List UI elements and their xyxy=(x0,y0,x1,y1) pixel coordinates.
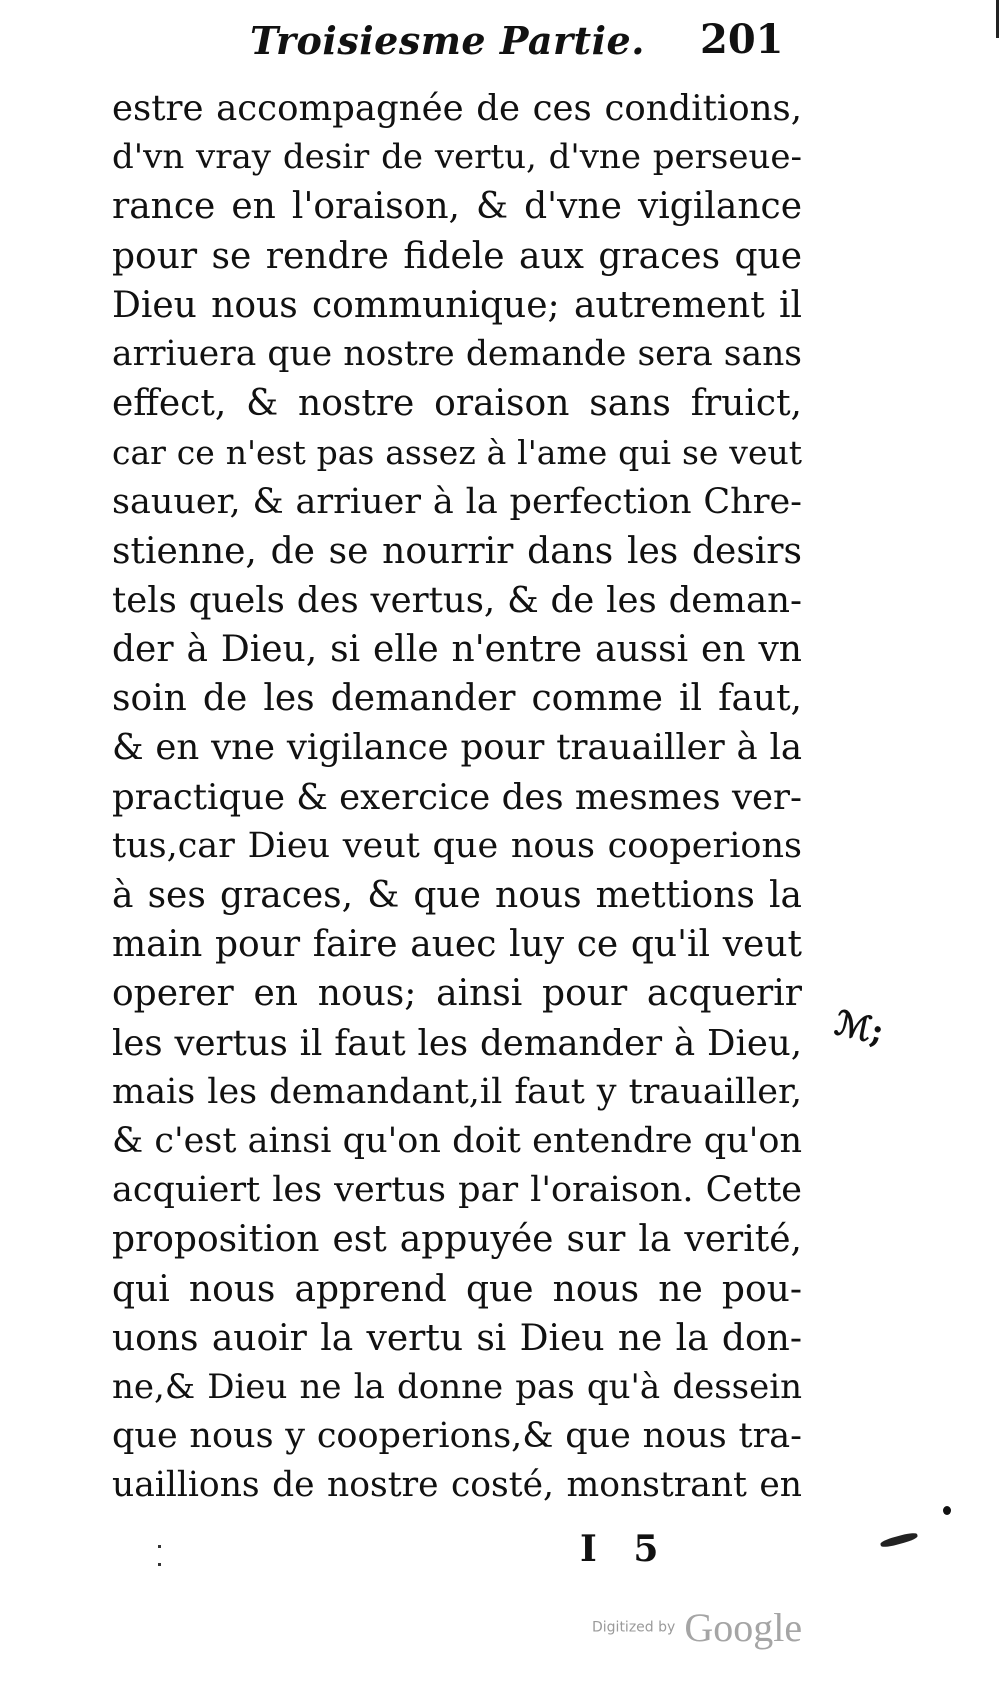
body-text xyxy=(112,84,802,1510)
text-line: stienne, de se nourrir dans les desirs xyxy=(112,530,802,572)
text-line: operer en nous; ainsi pour acquerir xyxy=(112,973,802,1015)
running-title: Troisiesme Partie. xyxy=(250,18,645,63)
watermark-prefix: Digitized by xyxy=(592,1619,676,1636)
text-line: les vertus il faut les demander à Dieu, xyxy=(112,1022,802,1064)
text-line: tels quels des vertus, & de les deman- xyxy=(112,579,802,621)
watermark-brand: Google xyxy=(684,1605,803,1650)
text-line: car ce n'est pas assez à l'ame qui se veut xyxy=(112,433,802,473)
text-line: proposition est appuyée sur la verité, xyxy=(112,1219,802,1261)
text-line: soin de les demander comme il faut, xyxy=(112,678,802,720)
text-line: mais les demandant,il faut y trauailler, xyxy=(112,1071,802,1112)
digitization-watermark xyxy=(592,1604,802,1651)
text-line: tus,car Dieu veut que nous cooperions xyxy=(112,825,802,866)
ink-dot xyxy=(158,1545,161,1548)
marginal-ink-mark: ℳ; xyxy=(831,1003,888,1053)
text-line: rance en l'oraison, & d'vne vigilance xyxy=(112,186,802,228)
ink-speck xyxy=(943,1506,951,1515)
text-line: d'vn vray desir de vertu, d'vne perseue- xyxy=(112,137,802,178)
text-line: ne,& Dieu ne la donne pas qu'à dessein xyxy=(112,1366,802,1407)
text-line: pour se rendre fidele aux graces que xyxy=(112,235,802,277)
ink-smudge xyxy=(880,1531,919,1549)
text-line: practique & exercice des mesmes ver- xyxy=(112,776,802,818)
text-line: estre accompagnée de ces conditions, xyxy=(112,88,802,129)
text-line: sauuer, & arriuer à la perfection Chre- xyxy=(112,481,802,522)
ink-dot xyxy=(158,1563,161,1566)
text-line: à ses graces, & que nous mettions la xyxy=(112,875,802,916)
text-line: Dieu nous communique; autrement il xyxy=(112,284,802,326)
text-line: acquiert les vertus par l'oraison. Cette xyxy=(112,1170,802,1211)
text-line: der à Dieu, si elle n'entre aussi en vn xyxy=(112,629,802,671)
text-line: & c'est ainsi qu'on doit entendre qu'on xyxy=(112,1120,802,1161)
page-edge-mark xyxy=(996,0,999,38)
text-line: uaillions de nostre costé, monstrant en xyxy=(112,1465,802,1506)
signature-mark: I 5 xyxy=(580,1528,659,1570)
page-number: 201 xyxy=(700,16,784,63)
text-line: main pour faire auec luy ce qu'il veut xyxy=(112,924,802,966)
text-line: effect, & nostre oraison sans fruict, xyxy=(112,383,802,425)
text-line: & en vne vigilance pour trauailler à la xyxy=(112,727,802,769)
text-line: que nous y cooperions,& que nous tra- xyxy=(112,1416,802,1457)
text-line: uons auoir la vertu si Dieu ne la don- xyxy=(112,1317,802,1359)
text-line: qui nous apprend que nous ne pou- xyxy=(112,1268,802,1310)
text-line: arriuera que nostre demande sera sans xyxy=(112,333,802,374)
